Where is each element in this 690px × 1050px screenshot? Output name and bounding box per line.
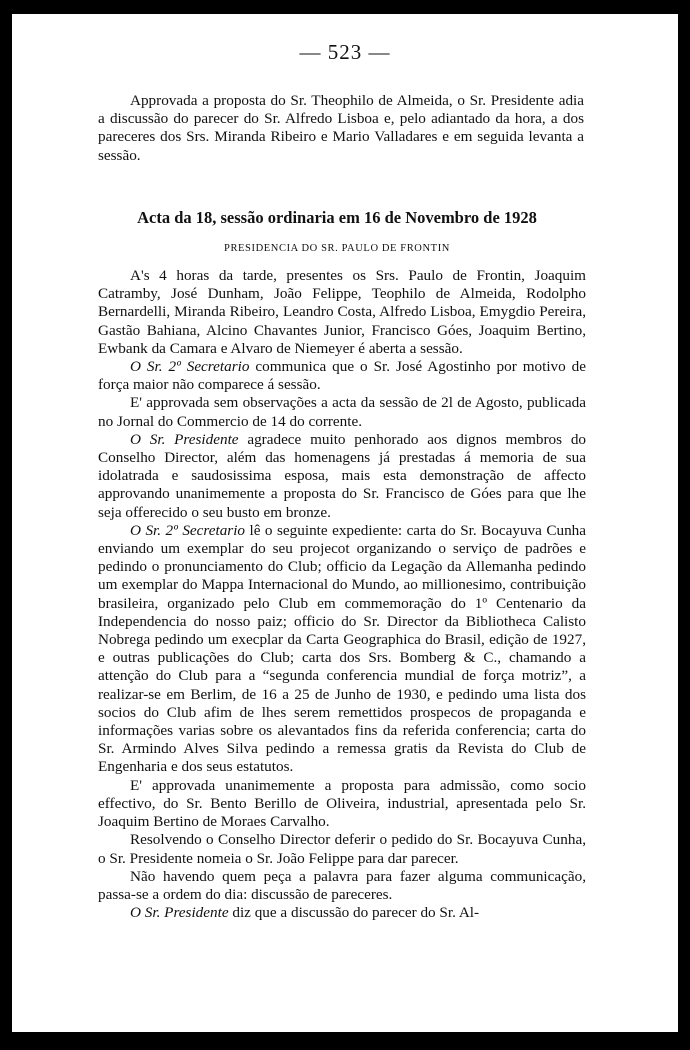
document-page bbox=[12, 14, 678, 1032]
paragraph-expediente: O Sr. 2º Secretario lê o seguinte expediente: carta do Sr. Bocayuva Cunha enviando um exemplar do seu projecot organizando o serviço de padrões e pedindo o pronunciamento do Club; officio da Legação da Allemanha pedindo um exemplar do Mappa Internacional do Mundo, ao millionesimo, contribuição brasileira, organizado pelo Club em commemoração do 1º Centenario da Independencia do nosso paiz; officio do Sr. Director da Bibliotheca Calisto Nobrega pedindo um execplar da Carta Geographica do Brasil, edição de 1927, e outras publicações do Club; carta dos Srs. Bomberg & C., chamando a attenção do Club para a “segunda conferencia mundial de força motriz”, a realizar-se em Berlim, de 16 a 25 de Junho de 1930, e pedindo uma lista dos socios do Club afim de lhes serem remettidos prospecos de propaganda e informações varias sobre os alevantados fins da referida conferencia; carta do Sr. Armindo Alves Silva pedindo a remessa gratis da Revista do Club de Engenharia e dos seus estatutos. bbox=[98, 521, 586, 776]
speaker-lead: O Sr. 2º Secretario bbox=[130, 521, 246, 539]
page-number: — 523 — bbox=[299, 40, 391, 64]
paragraph-admission: E' approvada unanimemente a proposta para admissão, como socio effectivo, do Sr. Bento Berillo de Oliveira, industrial, apresentada pelo Sr. Joaquim Bertino de Moraes Carvalho. bbox=[98, 776, 586, 831]
paragraph-attendance: A's 4 horas da tarde, presentes os Srs. Paulo de Frontin, Joaquim Catramby, José Dunham, João Felippe, Teophilo de Almeida, Rodolpho Bernardelli, Miranda Ribeiro, Leandro Costa, Alfredo Lisboa, Emygdio Pereira, Gastão Bahiana, Alcino Chavantes Junior, Francisco Góes, Joaquim Bertino, Ewbank da Camara e Alvaro de Niemeyer é aberta a sessão. bbox=[98, 267, 586, 357]
acta-title: Acta da 18, sessão ordinaria em 16 de Novembro de 1928 bbox=[137, 208, 537, 227]
minutes-body bbox=[98, 267, 586, 922]
speaker-lead: O Sr. Presidente bbox=[130, 904, 229, 922]
paragraph-presidente-thanks: O Sr. Presidente agradece muito penhorado aos dignos membros do Conselho Director, além das homenagens já prestadas á memoria de sua idolatrada e saudosissima esposa, mais esta demonstração de affecto approvando unanimemente a proposta do Sr. Francisco de Góes para que lhe seja offerecido o seu busto em bronze. bbox=[98, 430, 587, 521]
presidencia-line: PRESIDENCIA DO SR. PAULO DE FRONTIN bbox=[224, 243, 450, 254]
paragraph-acta-approval: E' approvada sem observações a acta da sessão de 2l de Agosto, publicada no Jornal do Commercio de 14 do corrente. bbox=[98, 394, 586, 430]
paragraph-ordem-do-dia: Não havendo quem peça a palavra para fazer alguma communicação, passa-se a ordem do dia: discussão de pareceres. bbox=[98, 867, 586, 903]
paragraph-presidente-parecer: O Sr. Presidente diz que a discussão do parecer do Sr. Al- bbox=[130, 904, 480, 922]
paragraph-secretario-1: O Sr. 2º Secretario communica que o Sr. José Agostinho por motivo de força maior não comparece á sessão. bbox=[98, 358, 587, 394]
paragraph-parecer-assignment: Resolvendo o Conselho Director deferir o pedido do Sr. Bocayuva Cunha, o Sr. Presidente nomeia o Sr. João Felippe para dar parecer. bbox=[98, 831, 586, 867]
speaker-lead: O Sr. 2º Secretario bbox=[130, 358, 250, 376]
speaker-lead: O Sr. Presidente bbox=[130, 430, 239, 448]
intro-paragraph: Approvada a proposta do Sr. Theophilo de Almeida, o Sr. Presidente adia a discussão do parecer do Sr. Alfredo Lisboa e, pelo adiantado da hora, a dos pareceres dos Srs. Miranda Ribeiro e Mario Valladares e em seguida levanta a sessão. bbox=[98, 92, 584, 164]
